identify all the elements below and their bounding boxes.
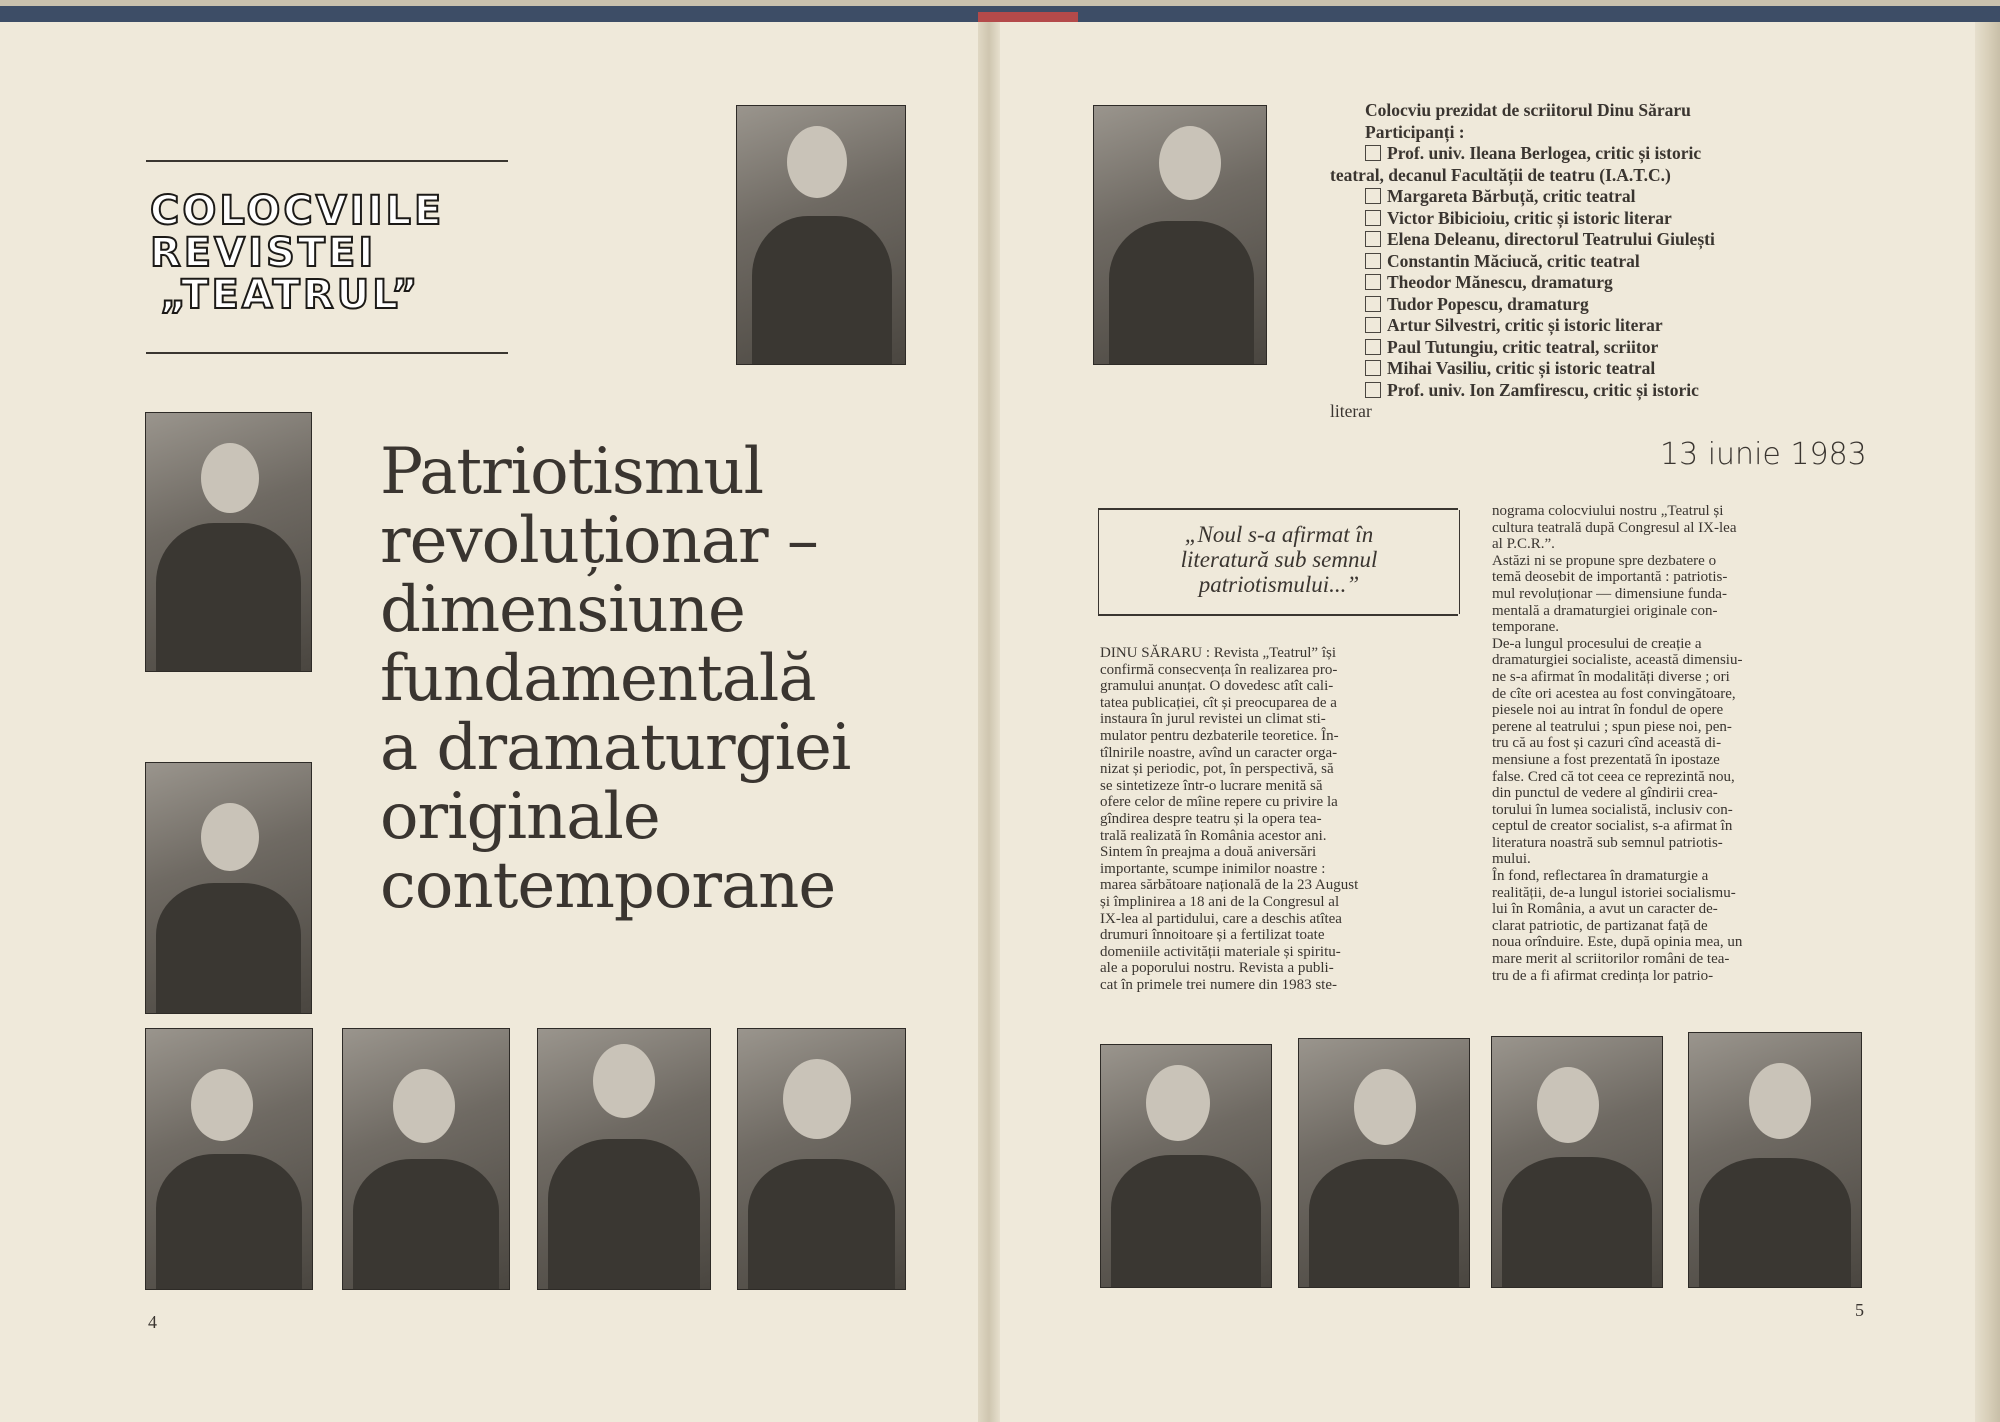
article-line: domeniile activității materiale și spiritu- xyxy=(1100,943,1341,960)
article-line: clarat patriotic, de partizanat față de xyxy=(1492,917,1708,934)
article-line: false. Cred că tot ceea ce reprezintă nou, xyxy=(1492,768,1735,785)
article-line: confirmă consecvența în realizarea pro- xyxy=(1100,661,1338,678)
participant-item xyxy=(1330,208,1855,230)
participant-label: Victor Bibicioiu, critic și istoric literar xyxy=(1387,207,1672,228)
participant-item xyxy=(1330,272,1855,294)
checkbox-marker xyxy=(1365,145,1381,161)
magazine-logo xyxy=(150,190,510,316)
article-line: cultura teatrală după Congresul al IX-lea xyxy=(1492,519,1737,536)
article-line: ne s-a afirmat în modalități diverse ; ori xyxy=(1492,668,1730,685)
article-line: torului în lumea socialistă, inclusiv con- xyxy=(1492,801,1733,818)
logo-line: REVISTEI xyxy=(150,230,377,276)
article-column-1 xyxy=(1100,645,1464,993)
article-line: marea sărbătoare națională de la 23 August xyxy=(1100,877,1359,894)
participant-label: Artur Silvestri, critic și istoric literar xyxy=(1387,315,1663,335)
article-line: se sintetizeze într-o lucrare menită să xyxy=(1100,777,1323,794)
participant-photo xyxy=(145,1028,313,1290)
article-line: nizat și periodic, pot, în perspectivă, să xyxy=(1100,761,1334,778)
checkbox-marker xyxy=(1365,382,1381,398)
article-line: tîlnirile noastre, avînd un caracter orga- xyxy=(1100,744,1338,761)
participant-label: Theodor Mănescu, dramaturg xyxy=(1387,272,1613,292)
colloquium-date: 13 iunie 1983 xyxy=(1660,437,1867,472)
participant-label: Prof. univ. Ileana Berlogea, critic și istoric xyxy=(1387,143,1702,163)
participant-item xyxy=(1330,337,1855,359)
article-line: de cîte ori acestea au fost convingătoare, xyxy=(1492,685,1736,702)
logo-rule-top xyxy=(146,160,508,162)
page-number-right: 5 xyxy=(1855,1300,1864,1320)
checkbox-marker xyxy=(1365,210,1381,226)
article-line: dramaturgiei socialiste, această dimensiu- xyxy=(1492,652,1743,669)
moderator-photo xyxy=(1093,105,1267,365)
article-line: mului. xyxy=(1492,851,1531,868)
article-line: ale a poporului nostru. Revista a publi- xyxy=(1100,960,1334,977)
article-line: IX-lea al partidului, care a deschis atîtea xyxy=(1100,910,1342,927)
participant-label: Paul Tutungiu, critic teatral, scriitor xyxy=(1387,336,1659,357)
checkbox-marker xyxy=(1365,274,1381,290)
article-line: tru de a fi afirmat credința lor patrio- xyxy=(1492,967,1714,984)
participant-continuation: literar xyxy=(1330,401,1372,421)
checkbox-marker xyxy=(1365,296,1381,312)
participants-heading: Participanți : xyxy=(1365,121,1465,142)
headline xyxy=(380,435,980,923)
headline-line: Patriotismul xyxy=(380,435,764,509)
headline-line: originale xyxy=(380,780,660,854)
participant-item xyxy=(1330,380,1855,402)
article-line: perene al teatrului ; spun piese noi, pen- xyxy=(1492,718,1732,735)
article-line: tru că au fost și cazuri cînd această di- xyxy=(1492,735,1722,752)
article-line: instaura în jurul revistei un climat sti- xyxy=(1100,711,1326,728)
participant-label: Elena Deleanu, directorul Teatrului Giulești xyxy=(1387,229,1715,249)
logo-rule-bottom xyxy=(146,352,508,354)
participant-label: Prof. univ. Ion Zamfirescu, critic și istoric xyxy=(1387,379,1699,400)
article-line: al P.C.R.”. xyxy=(1492,536,1555,553)
participant-label: Tudor Popescu, dramaturg xyxy=(1387,293,1589,314)
article-line: cat în primele trei numere din 1983 ste- xyxy=(1100,976,1338,993)
participant-photo xyxy=(1688,1032,1862,1288)
quote-rule-bottom xyxy=(1098,614,1458,616)
article-line: trală realizată în România acestor ani. xyxy=(1100,827,1327,844)
article-column-2 xyxy=(1492,503,1858,984)
page-edge xyxy=(1975,22,2000,1422)
checkbox-marker xyxy=(1365,317,1381,333)
article-line: și împlinirea a 18 ani de la Congresul al xyxy=(1100,893,1340,910)
logo-line: COLOCVIILE xyxy=(150,188,445,234)
article-line: nograma colocviului nostru „Teatrul și xyxy=(1492,503,1724,519)
participant-photo xyxy=(342,1028,510,1290)
article-line: realității, de-a lungul istoriei socialismu- xyxy=(1492,884,1736,901)
article-line: De-a lungul procesului de creație a xyxy=(1492,635,1702,652)
checkbox-marker xyxy=(1365,339,1381,355)
quote-line: literatură sub semnul xyxy=(1180,547,1378,572)
article-line: Sintem în preajma a două aniversări xyxy=(1100,844,1317,861)
participant-item xyxy=(1330,358,1855,380)
participant-photo xyxy=(1491,1036,1663,1288)
article-line: drumuri înnoitoare și a fertilizat toate xyxy=(1100,927,1325,944)
participant-item xyxy=(1330,143,1855,165)
participant-photo xyxy=(145,762,312,1014)
article-line: gramului anunțat. O dovedesc atît cali- xyxy=(1100,678,1334,695)
checkbox-marker xyxy=(1365,253,1381,269)
page-number-left: 4 xyxy=(148,1312,157,1332)
article-line: temă deosebit de importantă : patriotis- xyxy=(1492,569,1728,586)
article-line: noua orînduire. Este, după opinia mea, un xyxy=(1492,934,1743,951)
article-line: În fond, reflectarea în dramaturgie a xyxy=(1492,868,1709,885)
checkbox-marker xyxy=(1365,188,1381,204)
article-line: mulator pentru dezbaterile teoretice. În- xyxy=(1100,727,1339,744)
participants-list xyxy=(1330,100,1855,423)
headline-line: contemporane xyxy=(380,849,836,923)
article-line: mentală a dramaturgiei originale con- xyxy=(1492,602,1718,619)
article-line: piesele noi au intrat în fondul de opere xyxy=(1492,702,1724,719)
participant-photo xyxy=(537,1028,711,1290)
headline-line: a dramaturgiei xyxy=(380,711,851,785)
article-line: mul revoluționar — dimensiune funda- xyxy=(1492,585,1727,602)
article-line: Astăzi ni se propune spre dezbatere o xyxy=(1492,552,1717,569)
quote-line: „Noul s-a afirmat în xyxy=(1184,522,1374,547)
participant-label: Constantin Măciucă, critic teatral xyxy=(1387,250,1640,271)
article-line: lui în România, a avut un caracter de- xyxy=(1492,901,1718,918)
participant-item xyxy=(1330,186,1855,208)
quote-line: patriotismului...” xyxy=(1198,572,1360,597)
checkbox-marker xyxy=(1365,231,1381,247)
headline-line: dimensiune xyxy=(380,573,745,647)
article-line: temporane. xyxy=(1492,619,1560,636)
participant-label: Mihai Vasiliu, critic și istoric teatral xyxy=(1387,358,1656,378)
participant-continuation: teatral, decanul Facultății de teatru (I.A.T.C.) xyxy=(1330,164,1671,185)
article-line: ofere celor de mîine repere cu privire la xyxy=(1100,794,1338,811)
participant-item xyxy=(1330,294,1855,316)
article-line: ceptul de creator socialist, s-a afirmat în xyxy=(1492,818,1733,835)
quote-box xyxy=(1098,510,1460,614)
participant-photo xyxy=(737,1028,906,1290)
headline-line: revoluționar – xyxy=(380,504,818,578)
participant-label: Margareta Bărbuță, critic teatral xyxy=(1387,186,1636,206)
logo-line: „TEATRUL” xyxy=(160,272,421,318)
page-gutter xyxy=(978,22,1000,1422)
participant-photo xyxy=(145,412,312,672)
headline-line: fundamentală xyxy=(380,642,816,716)
article-line: mensiune a fost prezentată în ipostaze xyxy=(1492,751,1720,768)
article-line: importante, scumpe inimilor noastre : xyxy=(1100,860,1326,877)
participant-photo xyxy=(736,105,906,365)
article-line: literatura noastră sub semnul patriotis- xyxy=(1492,834,1723,851)
participant-item xyxy=(1330,315,1855,337)
article-line: DINU SĂRARU : Revista „Teatrul” își xyxy=(1100,645,1337,661)
article-line: din punctul de vedere al gîndirii crea- xyxy=(1492,785,1718,802)
participant-photo xyxy=(1298,1038,1470,1288)
colloquium-chair: Colocviu prezidat de scriitorul Dinu Săraru xyxy=(1365,100,1691,120)
participant-item xyxy=(1330,251,1855,273)
article-line: gîndirea despre teatru și la opera tea- xyxy=(1100,810,1322,827)
checkbox-marker xyxy=(1365,360,1381,376)
participant-item xyxy=(1330,229,1855,251)
participant-photo xyxy=(1100,1044,1272,1288)
article-line: tatea publicației, cît și preocuparea de a xyxy=(1100,694,1337,711)
article-line: mare merit al scriitorilor români de tea- xyxy=(1492,951,1730,968)
